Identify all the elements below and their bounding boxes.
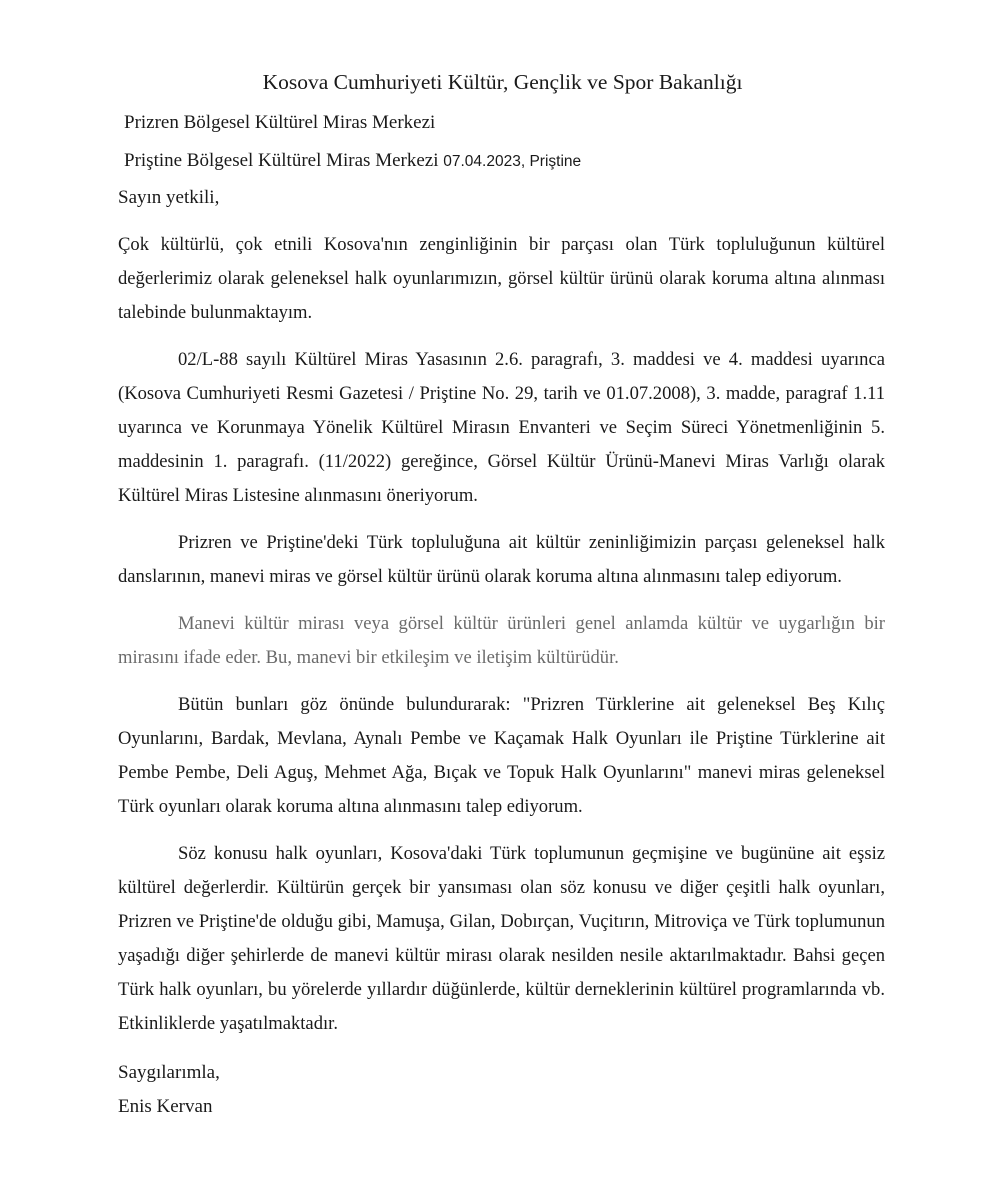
closing: Saygılarımla, [118,1062,220,1083]
recipient-line-2 [124,149,581,174]
ministry-title: Kosova Cumhuriyeti Kültür, Gençlik ve Spor Bakanlığı [262,70,743,94]
paragraph-5 [118,688,885,824]
paragraph-5-text: Bütün bunları göz önünde bulundurarak: "Prizren Türklerine ait geleneksel Beş Kılıç Oyunlarını, Bardak, Mevlana, Aynalı Pembe ve Kaçamak Halk Oyunları ile Priştine Türklerine ait Pembe Pembe, Deli Aguş, Mehmet Ağa, Bıçak ve Topuk Halk Oyunlarını" manevi miras geleneksel Türk oyunları olarak koruma altına alınmasını talep ediyorum. [118,694,885,817]
date-place: 07.04.2023, Priştine [443,153,582,170]
salutation: Sayın yetkili, [118,187,220,208]
paragraph-1-text: Çok kültürlü, çok etnili Kosova'nın zenginliğinin bir parçası olan Türk topluluğunun kültürel değerlerimiz olarak geleneksel halk oyunlarımızın, görsel kültür ürünü olarak koruma altına alınması talebinde bulunmaktayım. [118,234,885,323]
recipient-name: Priştine Bölgesel Kültürel Miras Merkezi [124,150,439,171]
paragraph-6 [118,837,885,1041]
paragraph-2 [118,343,885,513]
paragraph-4 [118,607,885,675]
paragraph-3-text: Prizren ve Priştine'deki Türk topluluğuna ait kültür zeninliğimizin parçası geleneksel halk danslarının, manevi miras ve görsel kültür ürünü olarak koruma altına alınmasını talep ediyorum. [118,532,885,587]
paragraph-3 [118,526,885,594]
paragraph-6-text: Söz konusu halk oyunları, Kosova'daki Türk toplumunun geçmişine ve bugününe ait eşsiz kültürel değerlerdir. Kültürün gerçek bir yansıması olan söz konusu ve diğer çeşitli halk oyunları, Prizren ve Priştine'de olduğu gibi, Mamuşa, Gilan, Dobırçan, Vuçitırın, Mitroviça ve Türk toplumunun yaşadığı diğer şehirlerde de manevi kültür mirası olarak nesilden nesile aktarılmaktadır. Bahsi geçen Türk halk oyunları, bu yörelerde yıllardır düğünlerde, kültür derneklerinin kültürel programlarında vb. Etkinliklerde yaşatılmaktadır. [118,843,885,1034]
paragraph-4-text: Manevi kültür mirası veya görsel kültür ürünleri genel anlamda kültür ve uygarlığın bir mirasını ifade eder. Bu, manevi bir etkileşim ve iletişim kültürüdür. [118,613,885,668]
paragraph-1 [118,228,885,330]
signature-name: Enis Kervan [118,1096,213,1117]
paragraph-2-text: 02/L-88 sayılı Kültürel Miras Yasasının 2.6. paragrafı, 3. maddesi ve 4. maddesi uyarınca (Kosova Cumhuriyeti Resmi Gazetesi / Priştine No. 29, tarih ve 01.07.2008), 3. madde, paragraf 1.11 uyarınca ve Korunmaya Yönelik Kültürel Mirasın Envanteri ve Seçim Süreci Yönetmenliğinin 5. maddesinin 1. paragrafı. (11/2022) gereğince, Görsel Kültür Ürünü-Manevi Miras Varlığı olarak Kültürel Miras Listesine alınmasını öneriyorum. [118,349,885,506]
recipient-line-1: Prizren Bölgesel Kültürel Miras Merkezi [124,112,436,133]
